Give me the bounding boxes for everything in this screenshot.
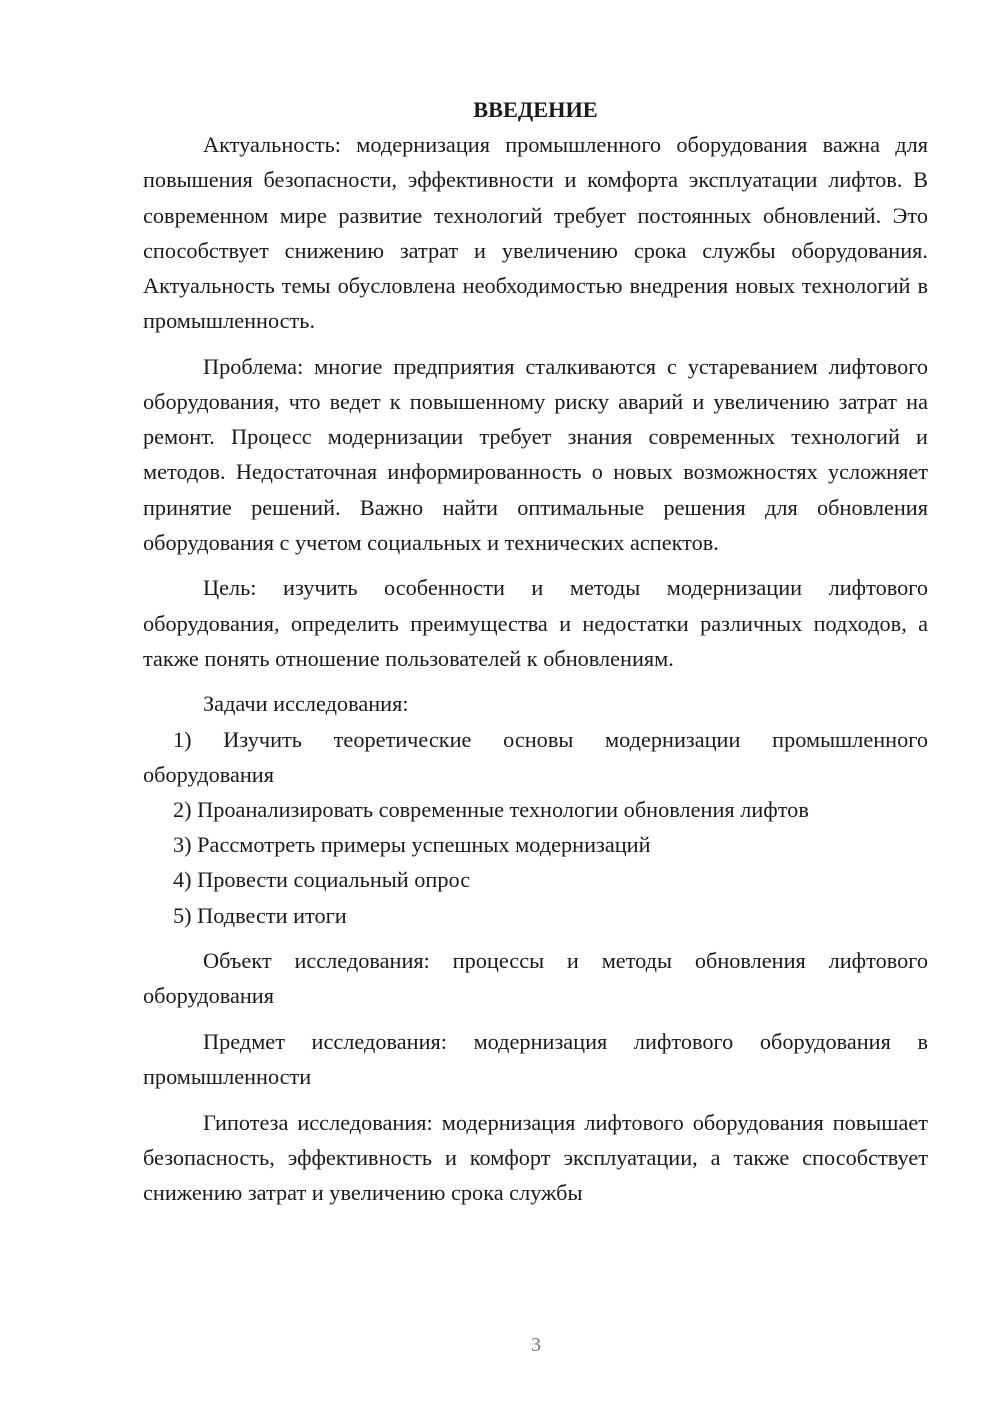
tasks-heading: Задачи исследования: (203, 691, 409, 717)
paragraph-object: Объект исследования: процессы и методы обновления лифтового оборудования (143, 948, 928, 1009)
paragraph-hypothesis: Гипотеза исследования: модернизация лифтового оборудования повышает безопасность, эффективность и комфорт эксплуатации, а также способствует снижению затрат и увеличению срока службы (143, 1109, 928, 1206)
task-item-5: 5) Подвести итоги (173, 902, 347, 928)
page-content (143, 92, 928, 1210)
task-item-1: 1) Изучить теоретические основы модернизации промышленного оборудования (143, 726, 928, 787)
paragraph-relevance: Актуальность: модернизация промышленного оборудования важна для повышения безопасности, эффективности и комфорта эксплуатации лифтов. В современном мире развитие технологий требует постоянных обновлений. Это способствует снижению затрат и увеличению срока службы оборудования. Актуальность темы обусловлена необходимостью внедрения новых технологий в промышленность. (143, 132, 928, 334)
paragraph-subject: Предмет исследования: модернизация лифтового оборудования в промышленности (143, 1029, 928, 1090)
paragraph-goal: Цель: изучить особенности и методы модернизации лифтового оборудования, определить преимущества и недостатки различных подходов, а также понять отношение пользователей к обновлениям. (143, 575, 928, 671)
paragraph-problem: Проблема: многие предприятия сталкиваются с устареванием лифтового оборудования, что ведет к повышенному риску аварий и увеличению затрат на ремонт. Процесс модернизации требует знания современных технологий и методов. Недостаточная информированность о новых возможностях усложняет принятие решений. Важно найти оптимальные решения для обновления оборудования с учетом социальных и технических аспектов. (143, 353, 928, 555)
task-item-4: 4) Провести социальный опрос (173, 867, 471, 893)
task-item-2: 2) Проанализировать современные технологии обновления лифтов (173, 797, 809, 823)
page-number: 3 (531, 1334, 541, 1356)
page-title: ВВЕДЕНИЕ (473, 97, 598, 122)
task-item-3: 3) Рассмотреть примеры успешных модернизаций (173, 832, 651, 858)
